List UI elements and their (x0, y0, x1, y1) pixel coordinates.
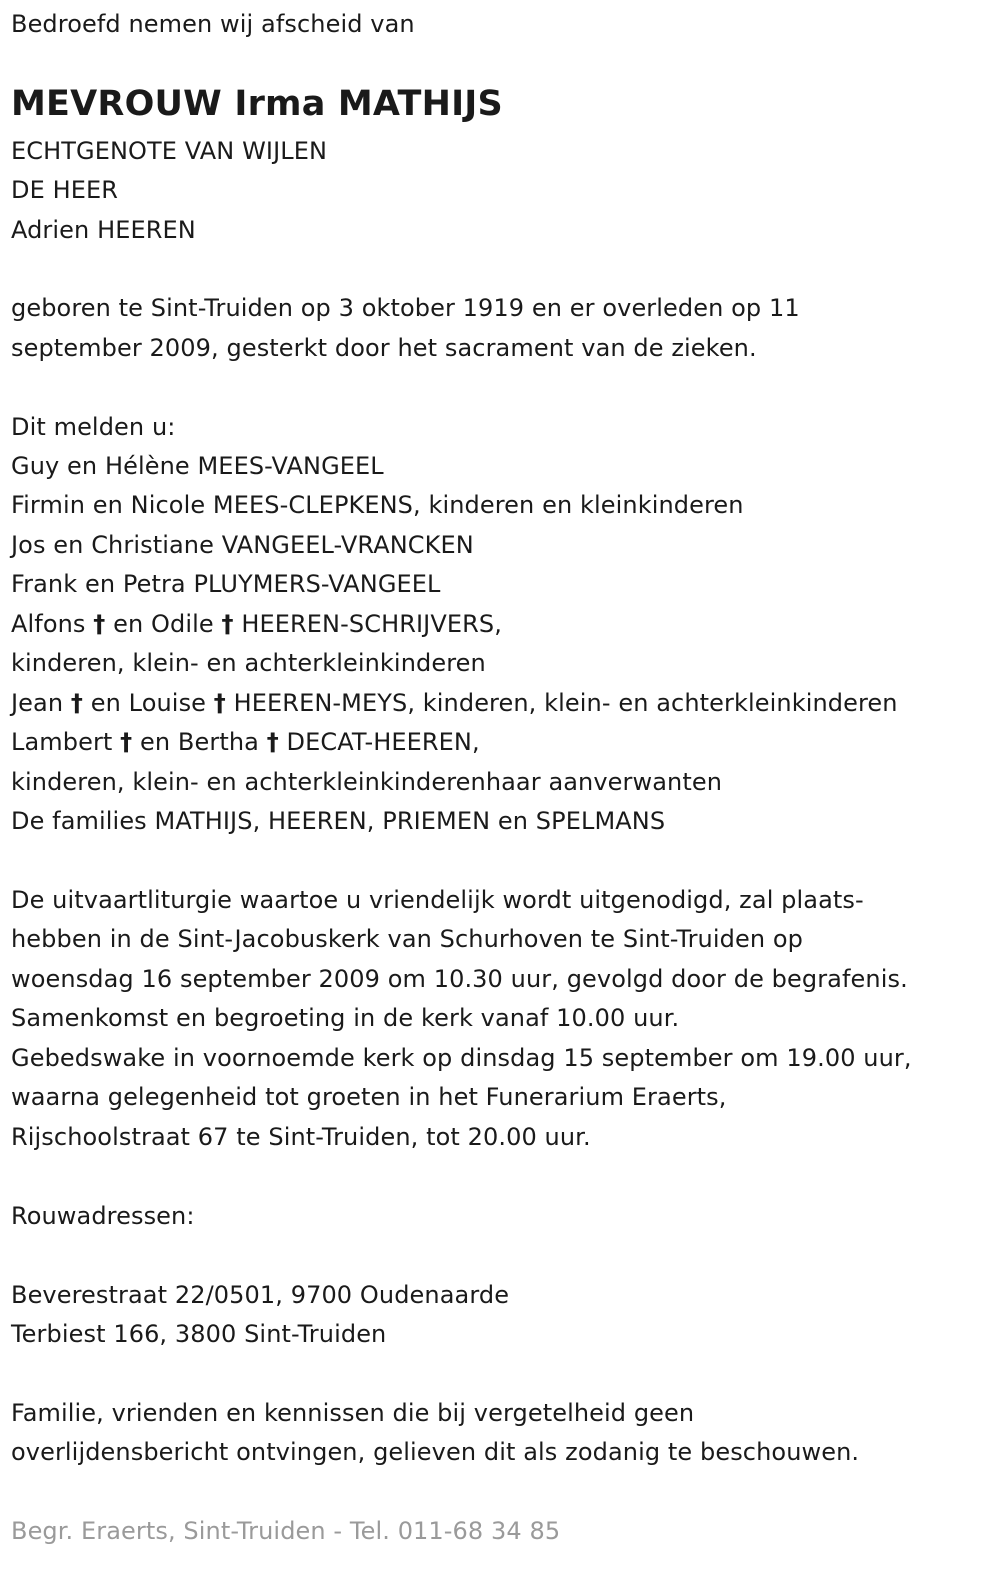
cross-icon: † (93, 610, 106, 638)
family-name-part: Lambert (11, 728, 113, 756)
ceremony-line: Samenkomst en begroeting in de kerk vanaf 10.00 uur. (11, 1004, 680, 1032)
deceased-name: MEVROUW Irma MATHIJS (11, 84, 503, 124)
family-name-part: Alfons (11, 610, 86, 638)
family-line: kinderen, klein- en achterkleinkinderenhaar aanverwanten (11, 768, 723, 796)
family-name-part: DECAT-HEEREN, (286, 728, 480, 756)
family-line: kinderen, klein- en achterkleinkinderen (11, 649, 486, 677)
closing-line: Familie, vrienden en kennissen die bij vergetelheid geen (11, 1399, 695, 1427)
birth-death-line-2: september 2009, gesterkt door het sacrament van de zieken. (11, 334, 757, 362)
addresses-heading: Rouwadressen: (11, 1202, 195, 1230)
spouse-line-3: Adrien HEEREN (11, 216, 196, 244)
family-name-part: HEEREN-MEYS, kinderen, klein- en achterkleinkinderen (233, 689, 898, 717)
ceremony-line: waarna gelegenheid tot groeten in het Funerarium Eraerts, (11, 1083, 727, 1111)
family-line: Guy en Hélène MEES-VANGEEL (11, 452, 384, 480)
cross-icon: † (266, 728, 279, 756)
closing-line: overlijdensbericht ontvingen, gelieven dit als zodanig te beschouwen. (11, 1438, 860, 1466)
cross-icon: † (70, 689, 84, 717)
spouse-line-2: DE HEER (11, 176, 119, 204)
address-line: Beverestraat 22/0501, 9700 Oudenaarde (11, 1281, 510, 1309)
family-line (11, 727, 480, 757)
birth-death-line-1: geboren te Sint-Truiden op 3 oktober 1919 en er overleden op 11 (11, 294, 800, 322)
ceremony-line: Rijschoolstraat 67 te Sint-Truiden, tot 20.00 uur. (11, 1123, 591, 1151)
cross-icon: † (120, 728, 133, 756)
family-line: Jos en Christiane VANGEEL-VRANCKEN (11, 531, 474, 559)
family-name-part: en Louise (90, 689, 207, 717)
funeral-home-footer: Begr. Eraerts, Sint-Truiden - Tel. 011-68 34 85 (11, 1517, 561, 1545)
family-name-part: Jean (11, 689, 64, 717)
ceremony-line: Gebedswake in voornoemde kerk op dinsdag 15 september om 19.00 uur, (11, 1044, 912, 1072)
family-heading: Dit melden u: (11, 413, 176, 441)
spouse-line-1: ECHTGENOTE VAN WIJLEN (11, 137, 328, 165)
ceremony-line: De uitvaartliturgie waartoe u vriendelijk wordt uitgenodigd, zal plaats- (11, 886, 864, 914)
intro-text: Bedroefd nemen wij afscheid van (11, 10, 415, 38)
family-name-part: en Bertha (140, 728, 259, 756)
ceremony-line: woensdag 16 september 2009 om 10.30 uur, gevolgd door de begrafenis. (11, 965, 908, 993)
ceremony-line: hebben in de Sint-Jacobuskerk van Schurhoven te Sint-Truiden op (11, 925, 803, 953)
family-line (11, 688, 898, 718)
family-line: Frank en Petra PLUYMERS-VANGEEL (11, 570, 441, 598)
family-name-part: HEEREN-SCHRIJVERS, (241, 610, 502, 638)
family-line: De families MATHIJS, HEEREN, PRIEMEN en SPELMANS (11, 807, 666, 835)
cross-icon: † (213, 689, 226, 717)
family-name-part: en Odile (113, 610, 214, 638)
cross-icon: † (221, 610, 234, 638)
family-line (11, 609, 502, 639)
address-line: Terbiest 166, 3800 Sint-Truiden (11, 1320, 387, 1348)
family-line: Firmin en Nicole MEES-CLEPKENS, kinderen en kleinkinderen (11, 491, 744, 519)
